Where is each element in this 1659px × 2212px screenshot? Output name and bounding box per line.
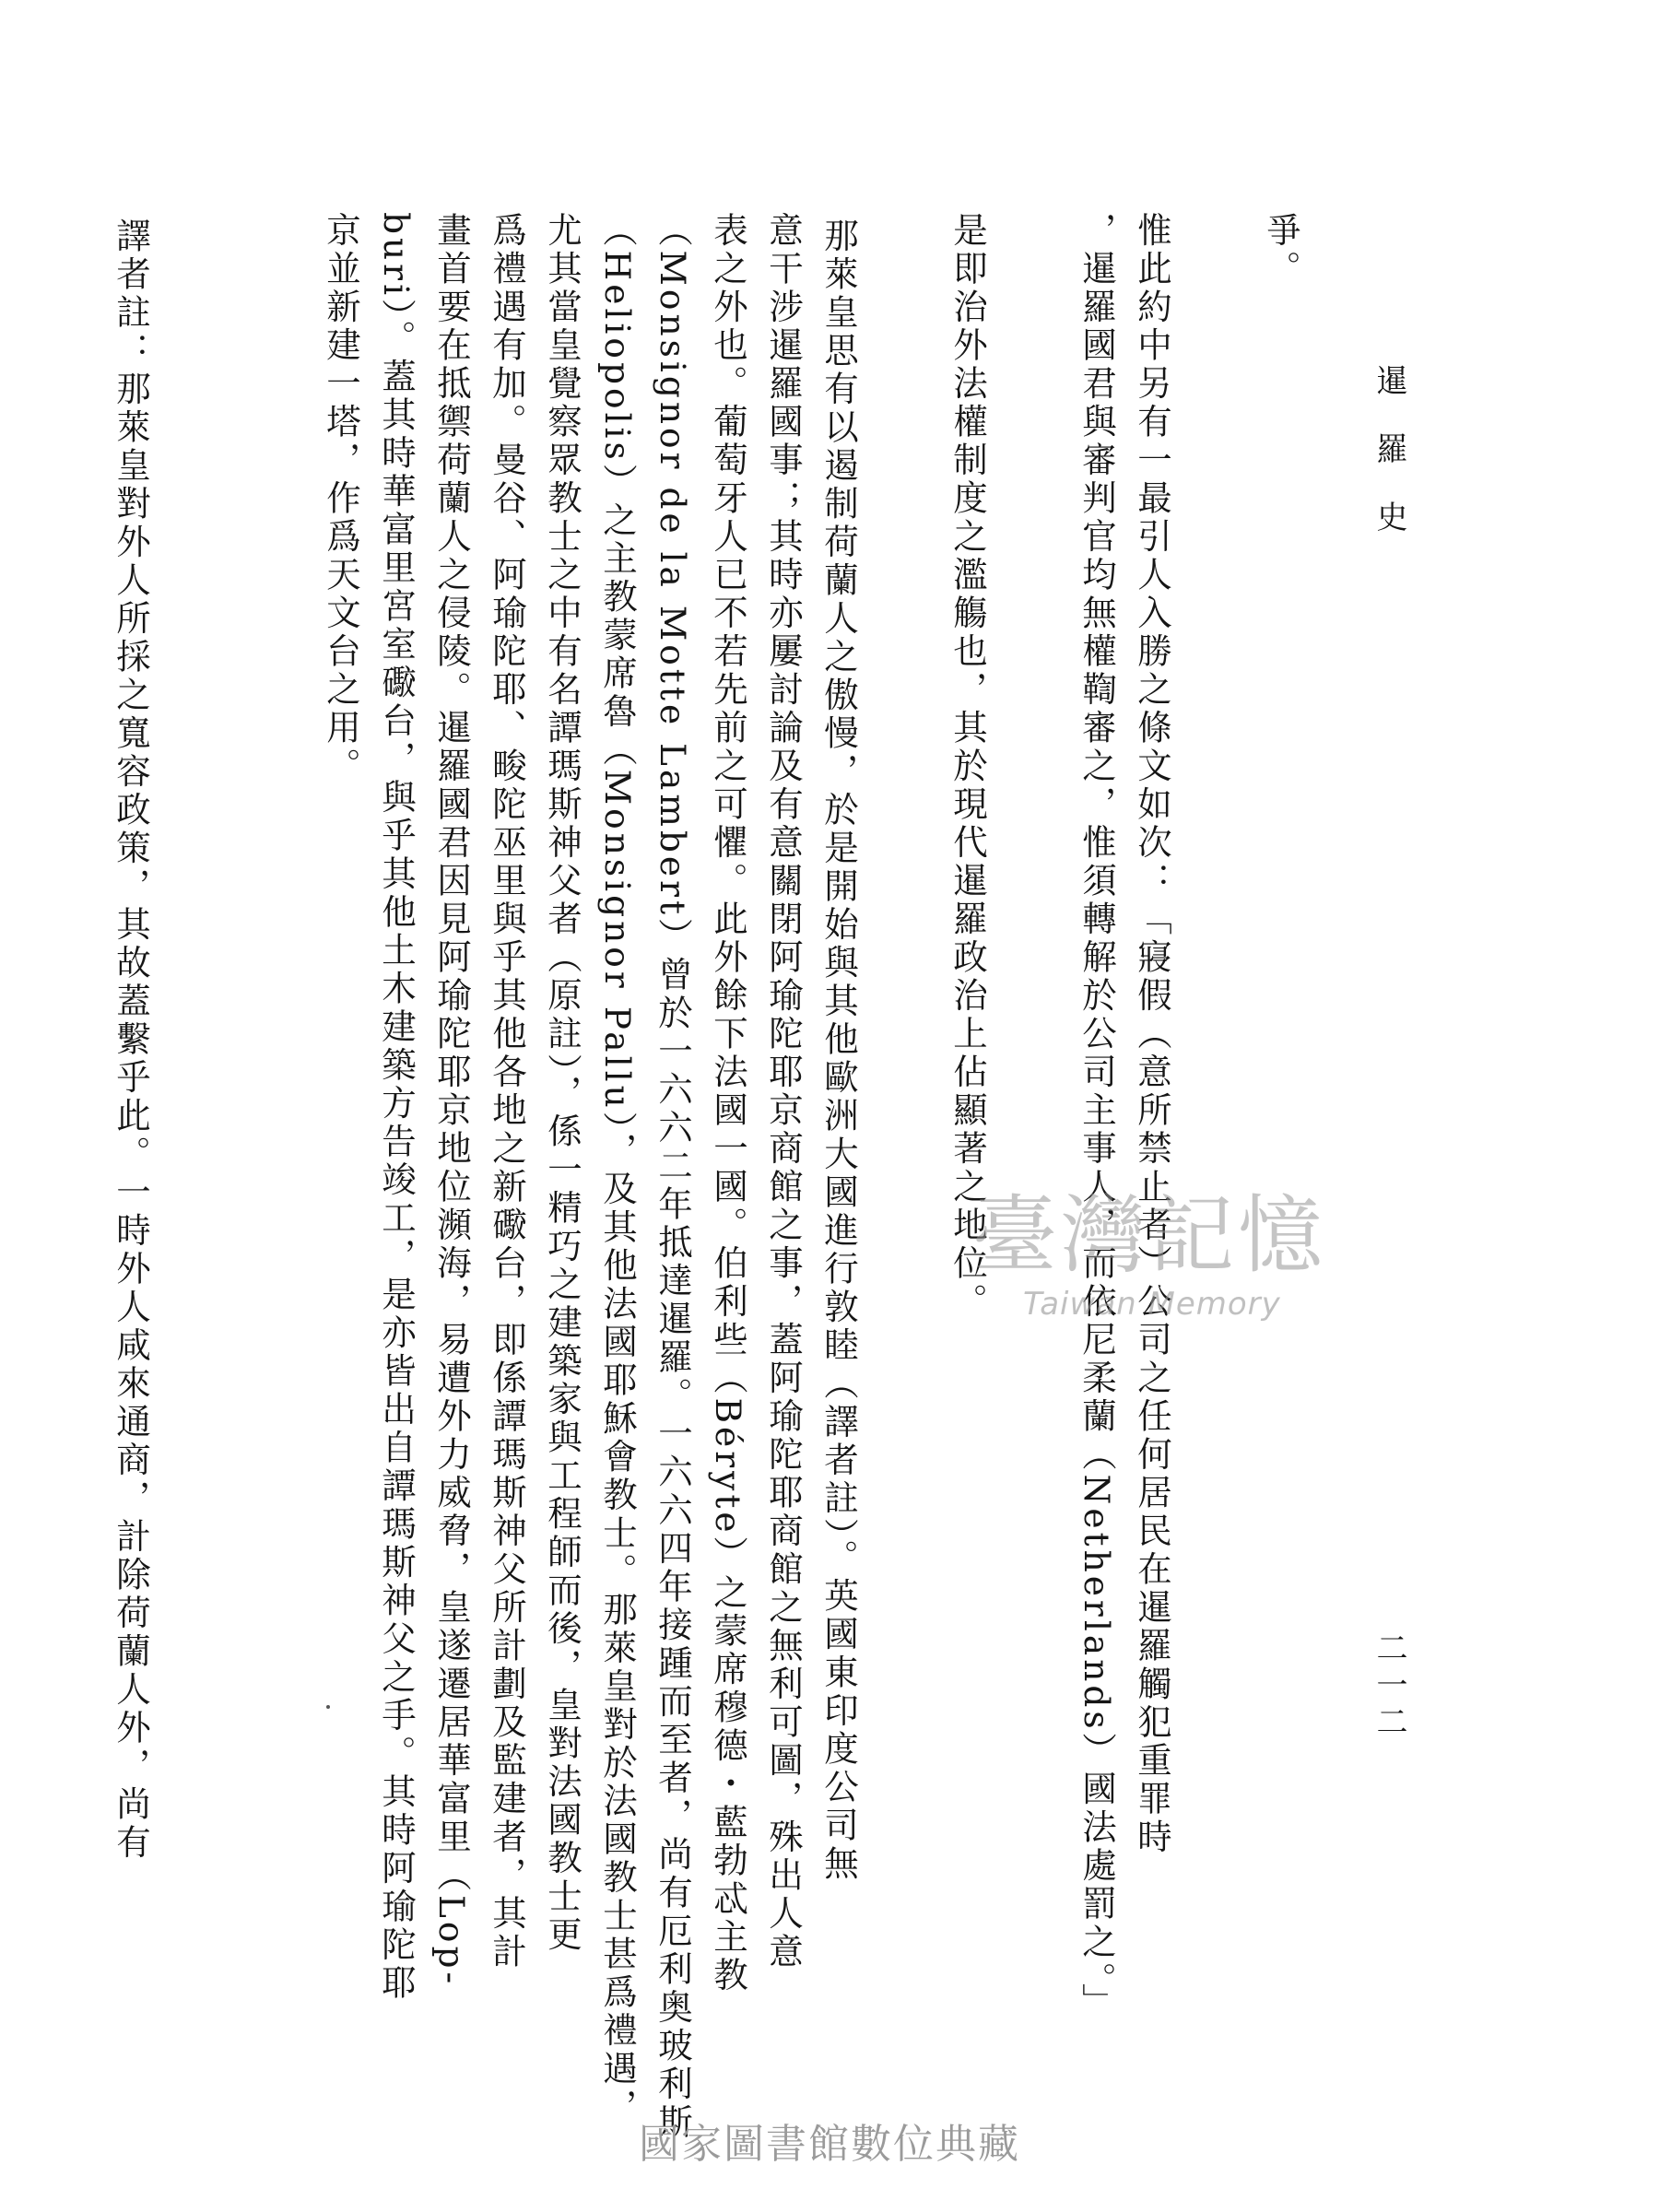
text-column: ，暹羅國君與審判官均無權鞫審之，惟須轉解於公司主事人，而依尼柔蘭（Netherlands）國法處罰之。」 <box>1077 212 1117 2021</box>
text-column: （Heliopolis）之主教蒙席魯（Monsignor Pallu），及其他法國耶穌會教士。那萊皇對於法國教士甚爲禮遇， <box>597 212 638 2127</box>
text-column: 爭。 <box>1261 212 1301 288</box>
archive-footer: 國家圖書館數位典藏 <box>639 2121 1020 2168</box>
running-title: 暹羅史 <box>1371 364 1407 569</box>
text-column: buri）。蓋其時華富里宮室礮台，與乎其他土木建築方告竣工，是亦皆出自譚瑪斯神父之手。其時阿瑜陀耶 <box>376 212 417 2003</box>
text-column: 是即治外法權制度之濫觴也，其於現代暹羅政治上佔顯著之地位。 <box>947 212 988 1322</box>
watermark-logo: 臺灣記憶 <box>972 1186 1327 1285</box>
watermark-logo-english: Taiwan Memory <box>1023 1286 1281 1323</box>
translator-note-continued <box>0 212 103 1899</box>
text-column: 那萊皇思有以遏制荷蘭人之傲慢，於是開始與其他歐洲大國進行敦睦（譯者註）。英國東印度公司無 <box>818 218 859 1884</box>
text-column: 意干涉暹羅國事；其時亦屢討論及有意關閉阿瑜陀耶京商館之事，蓋阿瑜陀耶商館之無利可圖，殊出人意 <box>763 212 804 1971</box>
body-text <box>0 212 1309 2143</box>
text-column: 尤其當皇覺察眾教士之中有名譚瑪斯神父者（原註），係一精巧之建築家與工程師而後，皇對法國教士更 <box>542 212 582 1955</box>
text-column: 京並新建一塔，作爲天文台之用。 <box>321 212 361 786</box>
text-column: 惟此約中另有一最引人入勝之條文如次：「寢假（意所禁止者）公司之任何居民在暹羅觸犯重罪時 <box>1132 212 1172 1857</box>
text-column: （Monsignor de la Motte Lambert）曾於一六六二年抵達暹羅。一六六四年接踵而至者，尚有厄利奥玻利斯 <box>653 212 693 2143</box>
page-number: 二一二 <box>1371 1631 1407 1742</box>
print-speck <box>326 1705 330 1709</box>
text-column: 爲禮遇有加。曼谷、阿瑜陀耶、畯陀巫里與乎其他各地之新礮台，即係譚瑪斯神父所計劃及監建者，其計 <box>487 212 527 1971</box>
text-column: 畫首要在抵禦荷蘭人之侵陵。暹羅國君因見阿瑜陀耶京地位瀕海，易遭外力威脅，皇遂遷居華富里（Lop- <box>431 212 472 1988</box>
text-column: 表之外也。葡萄牙人已不若先前之可懼。此外餘下法國一國。伯利些（Béryte）之蒙席穆德・藍勃忒主教 <box>708 212 748 1995</box>
translator-note: 譯者註：那萊皇對外人所採之寬容政策，其故蓋繫乎此。一時外人咸來通商，計除荷蘭人外，尚有 <box>111 218 151 1863</box>
